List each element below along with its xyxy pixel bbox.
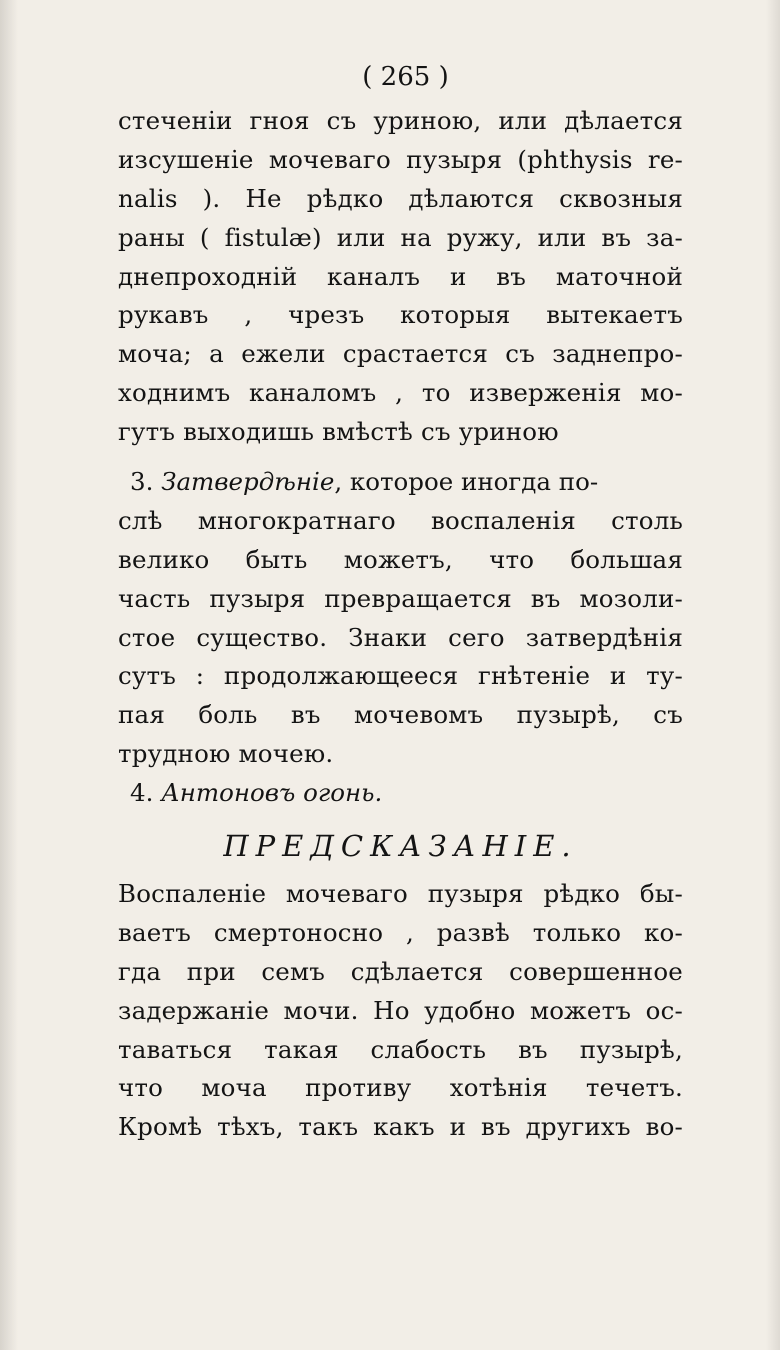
item-3-number: 3. — [130, 467, 154, 497]
text-line: часть пузыря превращается въ мозоли- — [118, 583, 683, 613]
text-line: моча; а ежели срастается съ заднепро- — [118, 339, 683, 369]
text-line: изсушеніе мочеваго пузыря (phthysis re- — [118, 144, 683, 174]
text-line: стое существо. Знаки сего затвердѣнія — [118, 622, 683, 652]
text-line: трудною мочею. — [118, 739, 334, 769]
text-line: днепроходній каналъ и въ маточной — [118, 261, 683, 291]
text-line: Воспаленіе мочеваго пузыря рѣдко бы- — [118, 879, 683, 909]
text-line: пая боль въ мочевомъ пузырѣ, съ — [118, 700, 683, 730]
page-number: ( 265 ) — [362, 62, 449, 92]
item-3-first-rest: , которое иногда по- — [334, 467, 599, 497]
text-line: сутъ : продолжающееся гнѣтеніе и ту- — [118, 661, 683, 691]
section-heading: ПРЕДСКАЗАНІЕ. — [223, 829, 578, 864]
text-line: таваться такая слабость въ пузырѣ, — [118, 1034, 683, 1064]
text-line: слѣ многократнаго воспаленія столь — [118, 505, 683, 535]
paragraph-prognosis — [118, 875, 683, 1147]
item-4-number: 4. — [130, 778, 154, 808]
text-line: гутъ выходишь вмѣстѣ съ уриною — [118, 417, 559, 447]
text-line: задержаніе мочи. Но удобно можетъ ос- — [118, 995, 683, 1025]
item-3 — [118, 463, 683, 774]
text-line: что моча противу хотѣнія течетъ. — [118, 1073, 683, 1103]
scan-edge-right — [766, 0, 780, 1350]
item-3-first-line — [118, 463, 683, 502]
text-line: раны ( fistulæ) или на ружу, или въ за- — [118, 222, 683, 252]
item-3-term: Затвердѣніе — [161, 467, 335, 497]
paragraph-continuation — [118, 102, 683, 452]
text-line: ваетъ смертоносно , развѣ только ко- — [118, 917, 683, 947]
text-line: Кромѣ тѣхъ, такъ какъ и въ другихъ во- — [118, 1112, 683, 1142]
text-line: стеченіи гноя съ уриною, или дѣлается — [118, 106, 683, 135]
text-line: ходнимъ каналомъ , то изверженія мо- — [118, 378, 683, 408]
text-line: велико быть можетъ, что большая — [118, 544, 683, 574]
text-line: nalis ). Не рѣдко дѣлаются сквозныя — [118, 183, 683, 213]
item-4-term: Антоновъ огонь. — [161, 778, 383, 808]
text-line: гда при семъ сдѣлается совершенное — [118, 956, 683, 986]
scan-edge-left — [0, 0, 18, 1350]
item-4 — [118, 774, 683, 813]
text-line: рукавъ , чрезъ которыя вытекаетъ — [118, 300, 683, 330]
book-page — [118, 52, 683, 1147]
item-4-line — [118, 774, 683, 813]
